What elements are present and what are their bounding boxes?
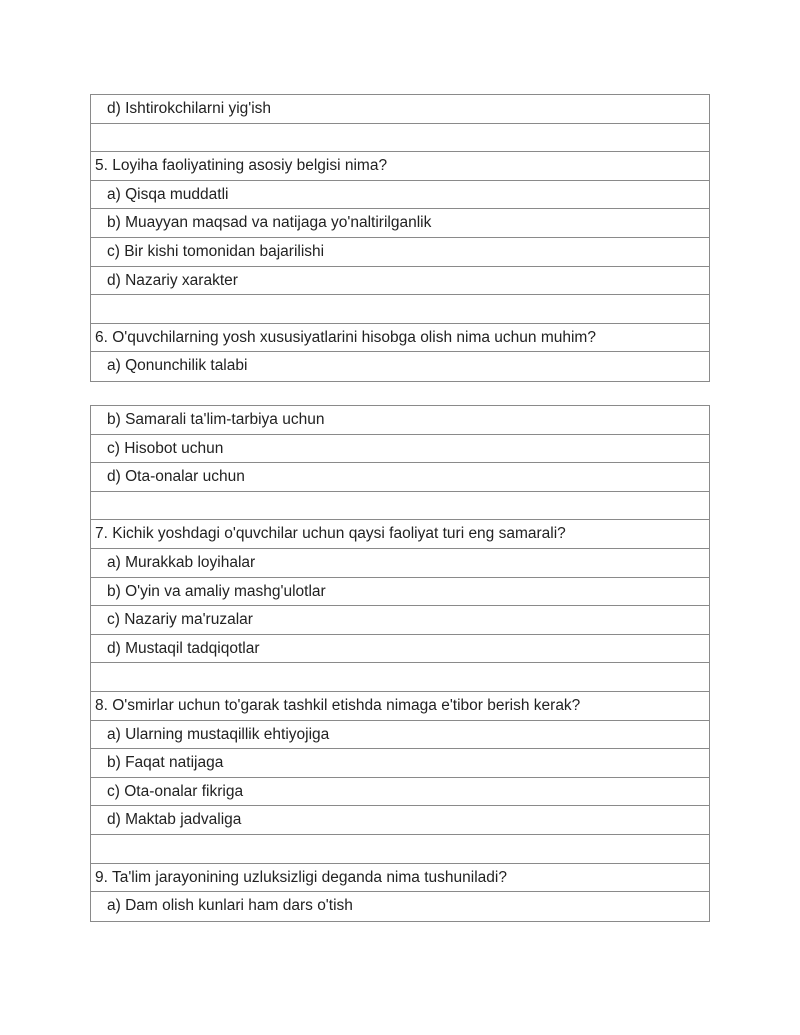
question-row: 7. Kichik yoshdagi o'quvchilar uchun qaysi faoliyat turi eng samarali? xyxy=(91,520,709,549)
answer-option-row: a) Dam olish kunlari ham dars o'tish xyxy=(107,897,353,915)
quiz-table-part-2 xyxy=(90,405,710,922)
answer-option-row: c) Bir kishi tomonidan bajarilishi xyxy=(91,238,709,267)
empty-spacer-row xyxy=(91,835,709,864)
question-row: 6. O'quvchilarning yosh xususiyatlarini hisobga olish nima uchun muhim? xyxy=(91,324,709,353)
answer-option-row: a) Qisqa muddatli xyxy=(91,181,709,210)
answer-option-row: d) Maktab jadvaliga xyxy=(91,806,709,835)
answer-option-row: a) Murakkab loyihalar xyxy=(91,549,709,578)
answer-option-row: b) Muayyan maqsad va natijaga yo'naltirilganlik xyxy=(91,209,709,238)
answer-option-row: c) Nazariy ma'ruzalar xyxy=(91,606,709,635)
answer-option-row: a) Qonunchilik talabi xyxy=(107,357,248,375)
answer-option-row: c) Hisobot uchun xyxy=(91,435,709,464)
answer-option-row: d) Ota-onalar uchun xyxy=(91,463,709,492)
answer-option-row: d) Mustaqil tadqiqotlar xyxy=(91,635,709,664)
answer-option-row: b) Samarali ta'lim-tarbiya uchun xyxy=(91,406,709,435)
empty-spacer-row xyxy=(91,492,709,521)
answer-option-row: b) Faqat natijaga xyxy=(91,749,709,778)
answer-option-row: c) Ota-onalar fikriga xyxy=(91,778,709,807)
answer-option-row: d) Nazariy xarakter xyxy=(91,267,709,296)
question-row: 8. O'smirlar uchun to'garak tashkil etishda nimaga e'tibor berish kerak? xyxy=(91,692,709,721)
question-row: 5. Loyiha faoliyatining asosiy belgisi nima? xyxy=(91,152,709,181)
answer-option-row: d) Ishtirokchilarni yig'ish xyxy=(91,95,709,124)
answer-option-row: a) Ularning mustaqillik ehtiyojiga xyxy=(91,721,709,750)
quiz-table-part-1 xyxy=(90,94,710,382)
empty-spacer-row xyxy=(91,663,709,692)
answer-option-row: b) O'yin va amaliy mashg'ulotlar xyxy=(91,578,709,607)
question-row: 9. Ta'lim jarayonining uzluksizligi deganda nima tushuniladi? xyxy=(91,864,709,893)
empty-spacer-row xyxy=(91,295,709,324)
empty-spacer-row xyxy=(91,124,709,153)
